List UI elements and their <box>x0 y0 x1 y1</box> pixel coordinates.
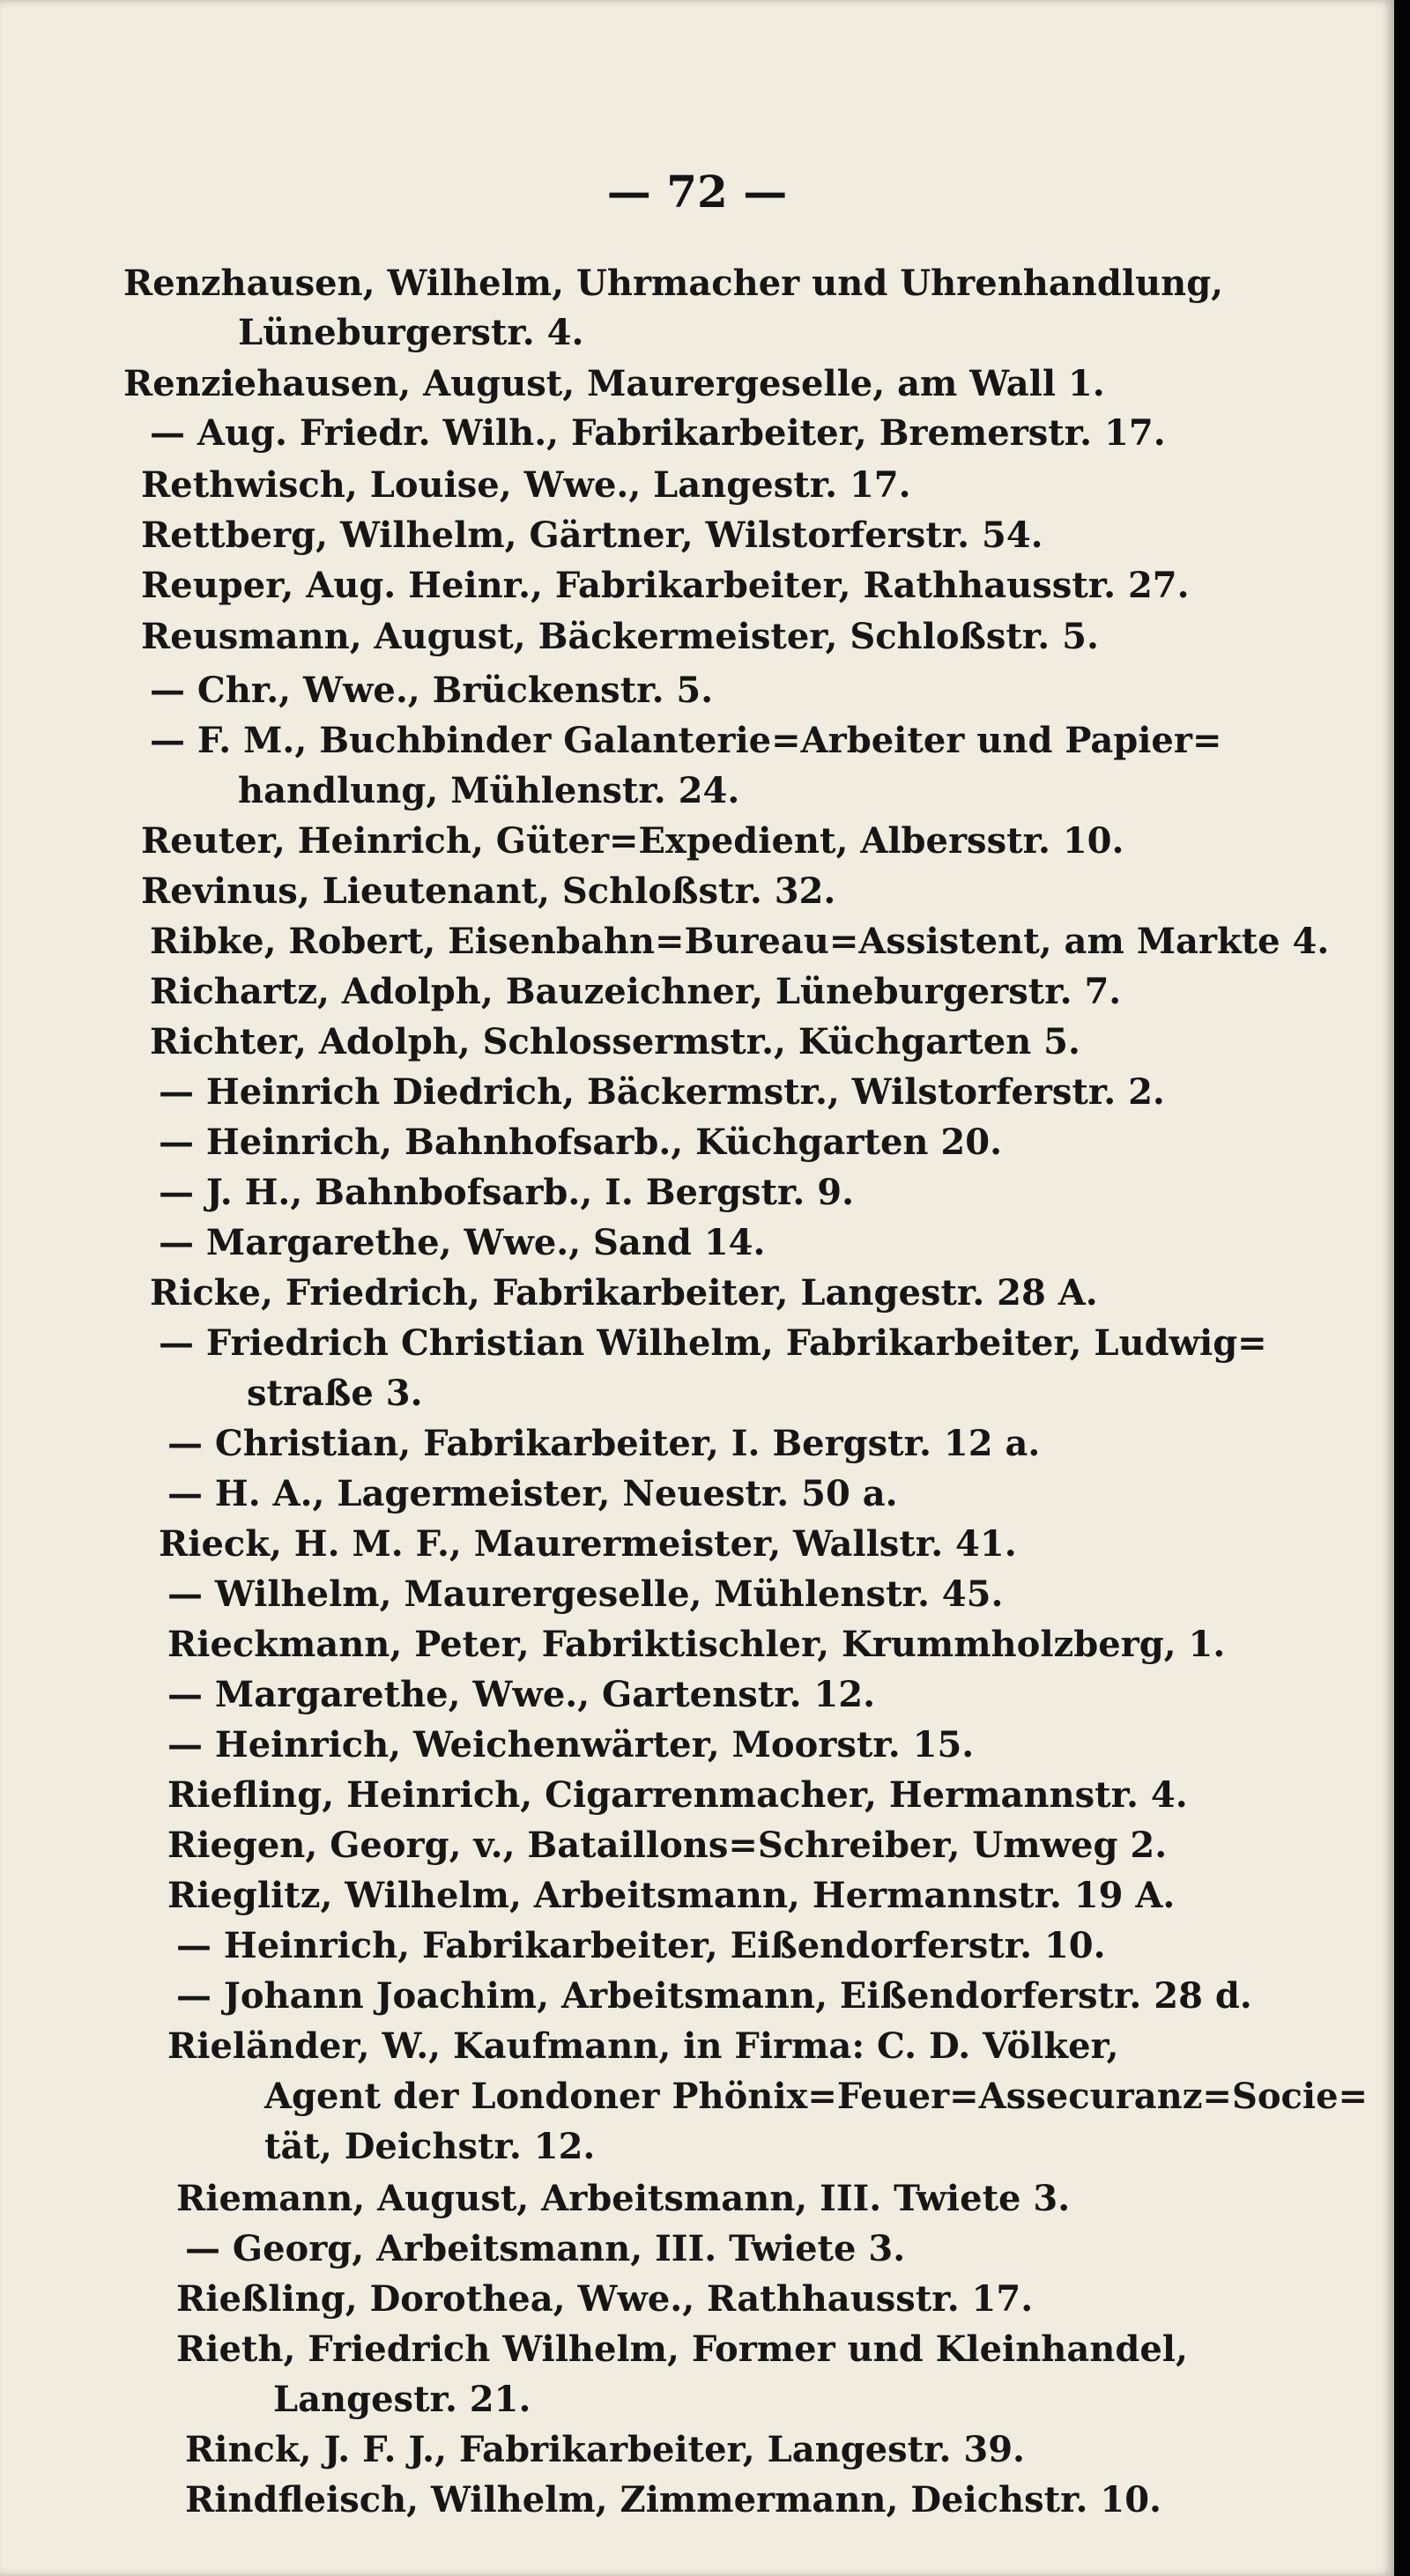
entry-line: tät, Deichstr. 12. <box>264 2126 596 2167</box>
entry-line: Richartz, Adolph, Bauzeichner, Lüneburgerstr. 7. <box>150 971 1122 1012</box>
entry-line: — F. M., Buchbinder Galanterie=Arbeiter und Papier= <box>150 720 1222 761</box>
entry-line: Riegen, Georg, v., Bataillons=Schreiber, Umweg 2. <box>167 1825 1168 1866</box>
entry-line: straße 3. <box>247 1373 423 1414</box>
entry-line: Rettberg, Wilhelm, Gärtner, Wilstorferstr. 54. <box>141 514 1043 556</box>
entry-line: — Heinrich, Fabrikarbeiter, Eißendorferstr. 10. <box>176 1925 1106 1966</box>
entry-line: — Johann Joachim, Arbeitsmann, Eißendorferstr. 28 d. <box>176 1975 1252 2017</box>
entry-line: Agent der Londoner Phönix=Feuer=Assecuranz=Socie= <box>264 2076 1369 2117</box>
entry-line: Rieländer, W., Kaufmann, in Firma: C. D. Völker, <box>167 2025 1119 2067</box>
entry-line: — Christian, Fabrikarbeiter, I. Bergstr. 12 a. <box>167 1423 1041 1464</box>
entry-line: Rieth, Friedrich Wilhelm, Former und Kleinhandel, <box>176 2328 1188 2370</box>
entry-line: Rießling, Dorothea, Wwe., Rathhausstr. 17. <box>176 2278 1034 2320</box>
entry-line: Revinus, Lieutenant, Schloßstr. 32. <box>141 870 836 912</box>
entry-line: Reuter, Heinrich, Güter=Expedient, Albersstr. 10. <box>141 820 1124 862</box>
entry-line: Ribke, Robert, Eisenbahn=Bureau=Assistent, am Markte 4. <box>150 921 1330 962</box>
entry-line: — Friedrich Christian Wilhelm, Fabrikarbeiter, Ludwig= <box>159 1322 1267 1364</box>
entry-line: — Margarethe, Wwe., Gartenstr. 12. <box>167 1674 876 1715</box>
scan-edge <box>1394 0 1410 2576</box>
entry-line: Rieglitz, Wilhelm, Arbeitsmann, Hermannstr. 19 A. <box>167 1875 1176 1916</box>
entry-line: Lüneburgerstr. 4. <box>238 312 584 353</box>
entry-line: Rieck, H. M. F., Maurermeister, Wallstr. 41. <box>159 1523 1017 1565</box>
entry-line: Rieckmann, Peter, Fabriktischler, Krummholzberg, 1. <box>167 1624 1226 1665</box>
entry-line: — Heinrich Diedrich, Bäckermstr., Wilstorferstr. 2. <box>159 1071 1165 1113</box>
entry-line: Reuper, Aug. Heinr., Fabrikarbeiter, Rathhausstr. 27. <box>141 565 1190 606</box>
entry-line: — Heinrich, Bahnhofsarb., Küchgarten 20. <box>159 1121 1003 1163</box>
entry-line: — J. H., Bahnbofsarb., I. Bergstr. 9. <box>159 1172 855 1213</box>
entry-line: Riemann, August, Arbeitsmann, III. Twiete 3. <box>176 2178 1071 2219</box>
entry-line: Rethwisch, Louise, Wwe., Langestr. 17. <box>141 464 911 506</box>
entry-line: Renzhausen, Wilhelm, Uhrmacher und Uhrenhandlung, <box>123 263 1224 304</box>
entry-line: — Aug. Friedr. Wilh., Fabrikarbeiter, Bremerstr. 17. <box>150 412 1166 454</box>
entry-line: Richter, Adolph, Schlossermstr., Küchgarten 5. <box>150 1021 1080 1062</box>
page-number: — 72 — <box>606 166 788 218</box>
entry-line: — Georg, Arbeitsmann, III. Twiete 3. <box>185 2228 906 2269</box>
entry-line: Riefling, Heinrich, Cigarrenmacher, Hermannstr. 4. <box>167 1774 1188 1816</box>
entry-line: — Heinrich, Weichenwärter, Moorstr. 15. <box>167 1724 975 1765</box>
entry-line: Renziehausen, August, Maurergeselle, am Wall 1. <box>123 363 1105 404</box>
entry-line: Langestr. 21. <box>273 2379 531 2420</box>
entry-line: Rinck, J. F. J., Fabrikarbeiter, Langestr. 39. <box>185 2429 1025 2470</box>
entry-line: — Wilhelm, Maurergeselle, Mühlenstr. 45. <box>167 1573 1004 1615</box>
entry-line: Rindfleisch, Wilhelm, Zimmermann, Deichstr. 10. <box>185 2479 1161 2520</box>
entry-line: — Chr., Wwe., Brückenstr. 5. <box>150 670 714 711</box>
entry-line: — Margarethe, Wwe., Sand 14. <box>159 1222 766 1263</box>
entry-line: Reusmann, August, Bäckermeister, Schloßstr. 5. <box>141 616 1099 657</box>
entry-line: handlung, Mühlenstr. 24. <box>238 770 740 811</box>
entry-line: Ricke, Friedrich, Fabrikarbeiter, Langestr. 28 A. <box>150 1272 1098 1314</box>
entry-line: — H. A., Lagermeister, Neuestr. 50 a. <box>167 1473 898 1514</box>
